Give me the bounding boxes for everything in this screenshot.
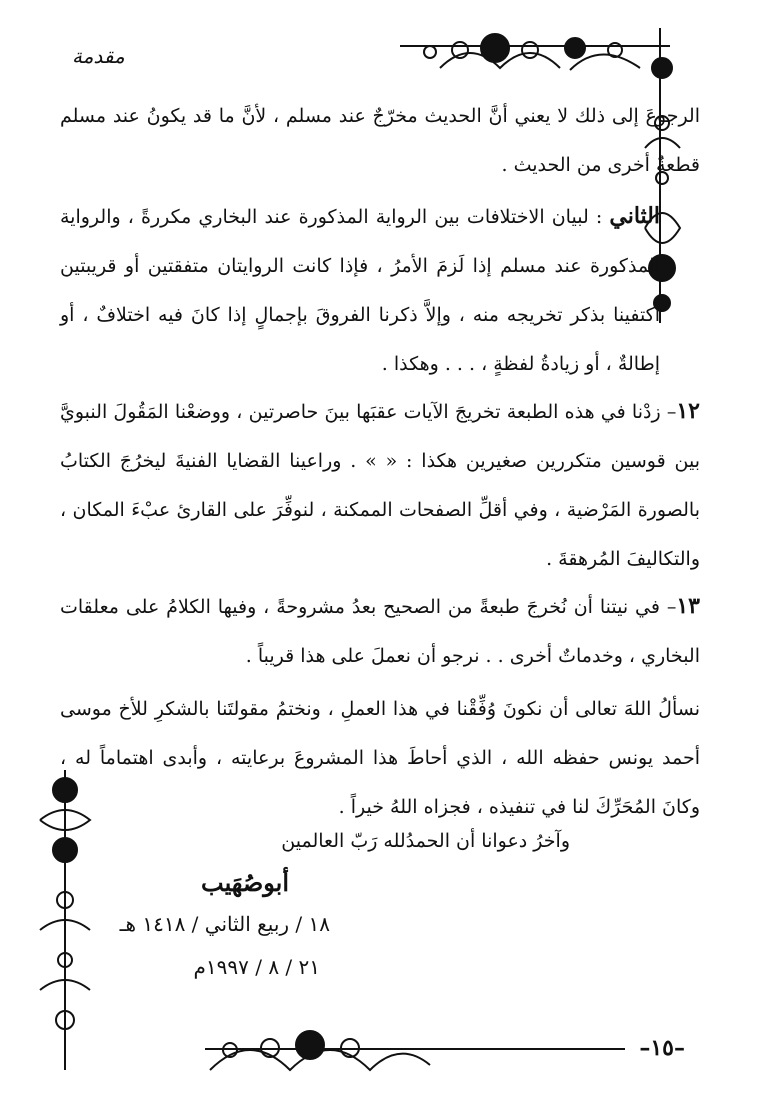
paragraph-text: نسألُ اللهَ تعالى أن نكونَ وُفِّقْنا في هذا العملِ ، ونختمُ مقولتَنا بالشكرِ للأخ موسى أحمد يونس حفظه الله ، الذي أحاطَ هذا المشروعَ برعايته ، وأبدى اهتماماً له ، وكانَ المُحَرِّكَ لنا في تنفيذه ، فجزاه اللهُ خيراً .	[60, 698, 700, 818]
point-lead-word: الثاني	[609, 203, 660, 229]
paragraph-body	[60, 387, 700, 584]
paragraph-text: الرجوعَ إلى ذلك لا يعني أنَّ الحديث مخرّجٌ عند مسلم ، لأنَّ ما قد يكونُ عند مسلم قطعةٌ أخرى من الحديث .	[60, 105, 700, 176]
paragraph-thanks	[60, 685, 700, 832]
paragraph-text: – في نيتنا أن نُخرجَ طبعةً من الصحيح بعدُ مشروحةً ، وفيها الكلامُ على معلقات البخاري ، وخدماتٌ أخرى . . نرجو أن نعملَ على هذا قريباً .	[60, 596, 700, 667]
paragraph-text: – زدْنا في هذه الطبعة تخريجَ الآيات عقبَها بينَ حاصرتين ، ووضعْنا المَقُولَ النبويَّ بين قوسين متكررين صغيرين هكذا : « » . وراعينا القضايا الفنيةَ ليخرُجَ الكتابُ بالصورة المَرْضية ، وفي أقلِّ الصفحات الممكنة ، لنوفِّرَ على القارئ عبْءَ المكان ، والتكاليفَ المُرهقةَ .	[60, 401, 700, 570]
page-number: –١٥–	[639, 1035, 685, 1061]
top-ornament	[400, 28, 675, 88]
paragraph-item-12	[60, 387, 700, 584]
paragraph-continuation	[60, 92, 700, 190]
paragraph-text: : لبيان الاختلافات بين الرواية المذكورة عند البخاري مكررةً ، والرواية المذكورة عند مسلم إذا لَزمَ الأمرُ ، فإذا كانت الروايتان متفقتين أو قريبتين اكتفينا بذكر تخريجه منه ، وإلاَّ ذكرنا الفروقَ بإجمالٍ إذا كانَ فيه اختلافٌ ، أو إطالةٌ ، أو زيادةُ لفظةٍ ، . . . وهكذا .	[60, 206, 660, 375]
paragraph-body	[60, 582, 700, 681]
paragraph-second-point	[60, 192, 660, 389]
date-gregorian: ٢١ / ٨ / ١٩٩٧م	[193, 955, 320, 979]
author-signature: أبوصُهَيب	[201, 868, 289, 897]
section-header: مقدمة	[72, 44, 125, 68]
item-number: ١٣	[676, 593, 700, 619]
item-number: ١٢	[676, 398, 700, 424]
paragraph-body	[60, 192, 660, 389]
date-hijri: ١٨ / ربيع الثاني / ١٤١٨ هـ	[119, 912, 330, 936]
page-number-rule	[205, 1048, 625, 1050]
paragraph-item-13	[60, 582, 700, 681]
closing-prayer: وآخرُ دعوانا أن الحمدُلله رَبّ العالمين	[281, 830, 570, 852]
